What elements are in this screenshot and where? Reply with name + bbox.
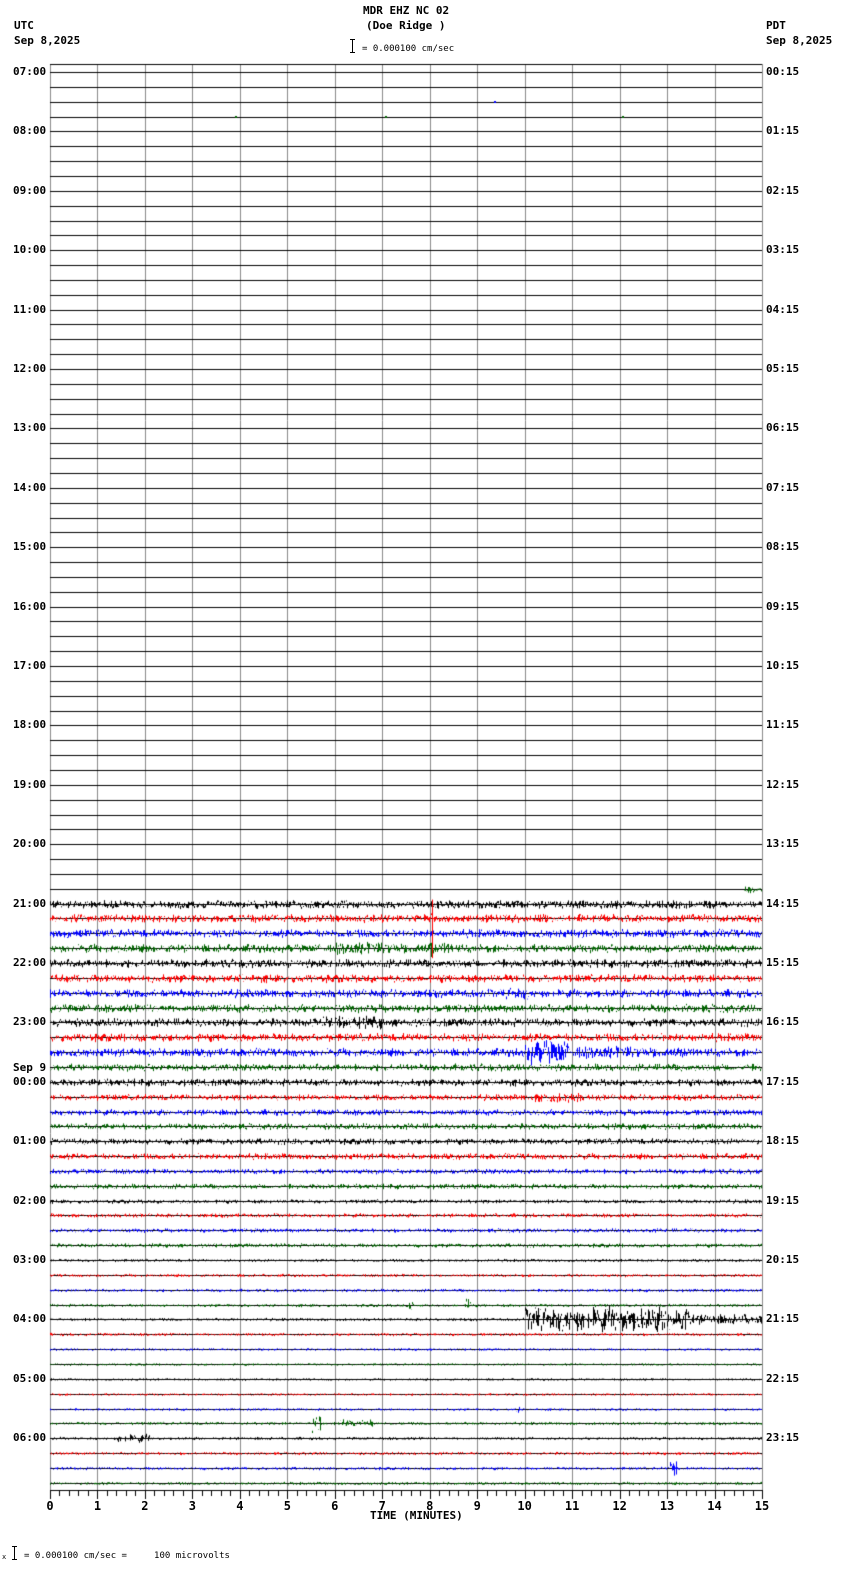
utc-hour-label: 13:00 [13, 421, 47, 435]
x-tick-label: 12 [612, 1499, 627, 1513]
utc-hour-label: 01:00 [13, 1134, 47, 1148]
utc-hour-label: 17:00 [13, 659, 47, 672]
pdt-hour-label: 04:15 [766, 302, 800, 316]
utc-hour-label: 16:00 [13, 599, 47, 613]
left-timezone: UTC [14, 19, 34, 32]
x-tick-label: 10 [517, 1499, 532, 1513]
pdt-hour-label: 13:15 [766, 837, 800, 851]
x-tick-label: 8 [426, 1499, 434, 1513]
utc-hour-label: 19:00 [13, 777, 47, 791]
utc-hour-label: 22:00 [13, 956, 47, 969]
utc-hour-label: 02:00 [13, 1193, 47, 1207]
pdt-hour-label: 07:15 [766, 480, 800, 494]
pdt-hour-label: 15:15 [766, 956, 800, 969]
scale-bar-icon [352, 39, 353, 53]
station-subtitle: (Doe Ridge ) [366, 19, 446, 32]
utc-hour-label: 07:00 [13, 65, 47, 78]
pdt-hour-label: 10:15 [766, 659, 800, 672]
pdt-hour-label: 08:15 [766, 540, 800, 554]
utc-hour-label: 15:00 [13, 540, 47, 554]
pdt-hour-label: 12:15 [766, 777, 800, 791]
pdt-hour-label: 06:15 [766, 421, 800, 435]
pdt-hour-label: 23:15 [766, 1431, 800, 1445]
scale-text: = 0.000100 cm/sec [362, 44, 455, 54]
x-tick-label: 9 [473, 1499, 481, 1513]
pdt-hour-label: 05:15 [766, 362, 800, 375]
x-tick-label: 6 [331, 1499, 339, 1513]
right-timezone: PDT [766, 19, 786, 32]
x-tick-label: 5 [283, 1499, 291, 1513]
x-tick-label: 4 [236, 1499, 244, 1513]
utc-hour-label: 12:00 [13, 362, 47, 375]
pdt-hour-label: 19:15 [766, 1193, 800, 1207]
x-tick-label: 13 [659, 1499, 675, 1513]
pdt-hour-label: 17:15 [766, 1074, 800, 1088]
x-tick-label: 7 [378, 1499, 386, 1513]
utc-hour-label: 18:00 [13, 718, 47, 732]
utc-hour-label: 10:00 [13, 243, 47, 257]
pdt-hour-label: 14:15 [766, 896, 800, 910]
pdt-hour-label: 09:15 [766, 599, 800, 613]
left-date: Sep 8,2025 [14, 34, 81, 47]
pdt-hour-label: 16:15 [766, 1015, 800, 1029]
utc-hour-label: 14:00 [13, 480, 47, 494]
date-change-label: Sep 9 [13, 1060, 47, 1074]
pdt-hour-label: 02:15 [766, 183, 800, 197]
pdt-hour-label: 18:15 [766, 1134, 800, 1148]
pdt-hour-label: 00:15 [766, 65, 800, 78]
footer-scale-bar-icon [14, 1546, 15, 1560]
pdt-hour-label: 21:15 [766, 1312, 800, 1326]
x-tick-label: 0 [46, 1499, 54, 1513]
utc-hour-label: 06:00 [13, 1431, 47, 1445]
pdt-hour-label: 22:15 [766, 1371, 800, 1385]
utc-hour-label: 09:00 [13, 183, 47, 197]
pdt-hour-label: 11:15 [766, 718, 800, 732]
pdt-hour-label: 20:15 [766, 1253, 800, 1266]
station-title: MDR EHZ NC 02 [363, 4, 450, 17]
utc-hour-label: 05:00 [13, 1371, 47, 1385]
right-date: Sep 8,2025 [766, 34, 833, 47]
utc-hour-label: 04:00 [13, 1312, 47, 1326]
utc-hour-label: 00:00 [13, 1074, 47, 1088]
utc-hour-label: 23:00 [13, 1015, 47, 1029]
footer-scale-text: = 0.000100 cm/sec = 100 microvolts [24, 1551, 230, 1561]
x-tick-label: 11 [564, 1499, 580, 1513]
x-tick-label: 3 [188, 1499, 196, 1513]
x-axis-label: TIME (MINUTES) [370, 1509, 463, 1522]
x-tick-label: 2 [141, 1499, 149, 1513]
x-tick-label: 1 [93, 1499, 102, 1513]
pdt-hour-label: 03:15 [766, 243, 800, 257]
utc-hour-label: 20:00 [13, 837, 47, 851]
footer-scale-prefix: x [2, 1553, 7, 1561]
x-tick-label: 15 [754, 1499, 770, 1513]
utc-hour-label: 03:00 [13, 1253, 47, 1266]
pdt-hour-label: 01:15 [766, 124, 800, 138]
x-tick-label: 14 [707, 1499, 722, 1513]
utc-hour-label: 21:00 [13, 896, 47, 910]
utc-hour-label: 08:00 [13, 124, 47, 138]
utc-hour-label: 11:00 [13, 302, 47, 316]
